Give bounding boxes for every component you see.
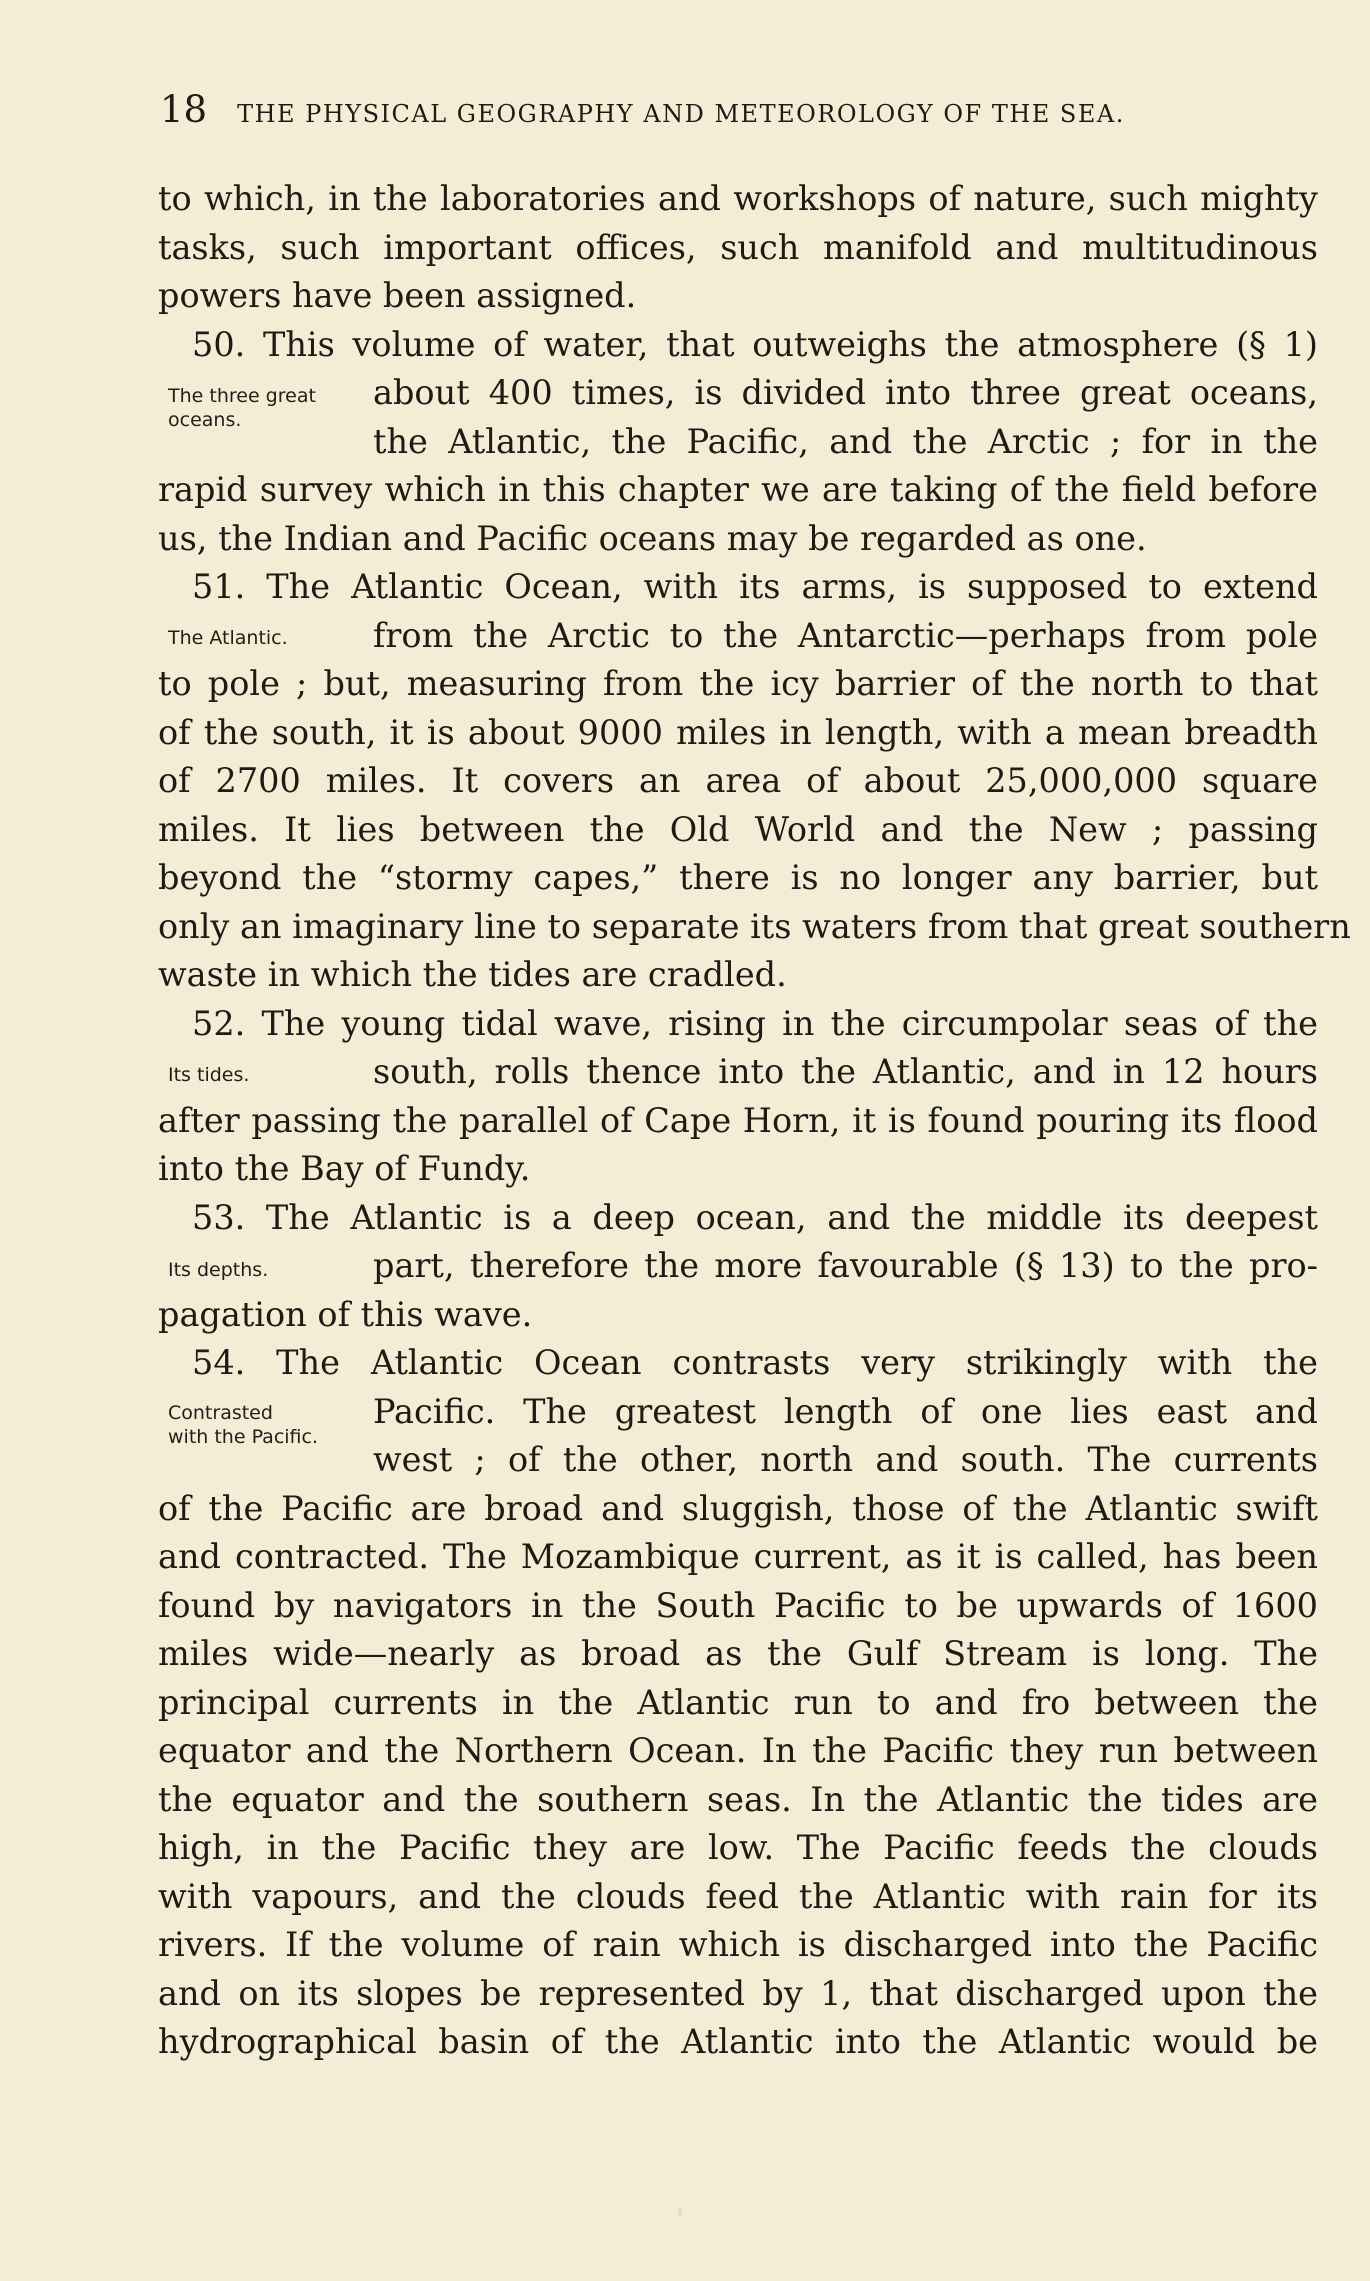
text-line: into the Bay of Fundy. xyxy=(158,1149,531,1188)
sidenote-contrasted-with-pacific: Contrasted with the Pacific. xyxy=(168,1402,318,1448)
text-line: powers have been assigned. xyxy=(158,276,637,315)
text-line: after passing the parallel of Cape Horn, it is found pouring its flood xyxy=(158,1100,1318,1140)
text-line: south, rolls thence into the Atlantic, and in 12 hours xyxy=(373,1052,1318,1091)
text-line: rivers. If the volume of rain which is discharged into the Pacific xyxy=(158,1925,1318,1964)
text-line: beyond the “stormy capes,” there is no longer any barrier, but xyxy=(158,858,1318,897)
text-line: equator and the Northern Ocean. In the Pacific they run between xyxy=(158,1731,1318,1770)
sidenote-three-great-oceans: The three great oceans. xyxy=(168,385,316,431)
body-text xyxy=(158,175,1351,2067)
paragraph-50-start: 50. This volume of water, that outweighs the atmosphere (§ 1) xyxy=(192,324,1318,364)
sidenote-its-depths: Its depths. xyxy=(168,1259,269,1281)
paragraph-53-start: 53. The Atlantic is a deep ocean, and the middle its deepest xyxy=(192,1197,1318,1237)
text-line: us, the Indian and Pacific oceans may be regarded as one. xyxy=(158,518,1147,558)
text-line: high, in the Pacific they are low. The Pacific feeds the clouds xyxy=(158,1828,1318,1867)
text-line: of the Pacific are broad and sluggish, those of the Atlantic swift xyxy=(158,1488,1318,1528)
text-line: only an imaginary line to separate its waters from that great southern xyxy=(158,906,1351,946)
paragraph-54-start: 54. The Atlantic Ocean contrasts very strikingly with the xyxy=(192,1343,1318,1382)
running-head xyxy=(160,88,1240,131)
running-title: THE PHYSICAL GEOGRAPHY AND METEOROLOGY OF THE SEA. xyxy=(237,100,1125,128)
text-line: west ; of the other, north and south. The currents xyxy=(373,1440,1318,1479)
text-line: to which, in the laboratories and workshops of nature, such mighty xyxy=(158,179,1318,218)
text-line: rapid survey which in this chapter we are taking of the field before xyxy=(158,470,1318,509)
text-line: pagation of this wave. xyxy=(158,1294,533,1334)
text-line: found by navigators in the South Pacific to be upwards of 1600 xyxy=(158,1585,1318,1625)
text-line: the equator and the southern seas. In the Atlantic the tides are xyxy=(158,1779,1318,1819)
text-line: miles wide—nearly as broad as the Gulf Stream is long. The xyxy=(158,1634,1318,1673)
sidenote-its-tides: Its tides. xyxy=(168,1064,250,1086)
text-line: hydrographical basin of the Atlantic into the Atlantic would be xyxy=(158,2022,1318,2061)
text-line: from the Arctic to the Antarctic—perhaps from pole xyxy=(373,615,1318,655)
text-line: waste in which the tides are cradled. xyxy=(158,955,787,994)
text-line: and contracted. The Mozambique current, as it is called, has been xyxy=(158,1537,1318,1576)
text-line: and on its slopes be represented by 1, that discharged upon the xyxy=(158,1973,1318,2013)
text-line: to pole ; but, measuring from the icy barrier of the north to that xyxy=(158,664,1318,703)
text-line: principal currents in the Atlantic run to and fro between the xyxy=(158,1682,1318,1722)
paragraph-51-start: 51. The Atlantic Ocean, with its arms, is supposed to extend xyxy=(192,567,1318,606)
text-line: the Atlantic, the Pacific, and the Arctic ; for in the xyxy=(373,421,1318,461)
text-line: Pacific. The greatest length of one lies east and xyxy=(373,1391,1318,1431)
text-line: of the south, it is about 9000 miles in length, with a mean breadth xyxy=(158,712,1318,752)
paragraph-52-start: 52. The young tidal wave, rising in the circumpolar seas of the xyxy=(192,1003,1318,1043)
text-line: with vapours, and the clouds feed the Atlantic with rain for its xyxy=(158,1876,1318,1916)
text-line: miles. It lies between the Old World and the New ; passing xyxy=(158,809,1318,849)
sidenote-the-atlantic: The Atlantic. xyxy=(168,627,288,649)
text-line: about 400 times, is divided into three great oceans, xyxy=(373,373,1318,412)
paper-speck xyxy=(678,2208,682,2216)
text-line: part, therefore the more favourable (§ 13) to the pro- xyxy=(373,1246,1318,1285)
page-number: 18 xyxy=(160,88,208,131)
text-line: tasks, such important offices, such manifold and multitudinous xyxy=(158,227,1318,267)
text-line: of 2700 miles. It covers an area of about 25,000,000 square xyxy=(158,761,1318,800)
